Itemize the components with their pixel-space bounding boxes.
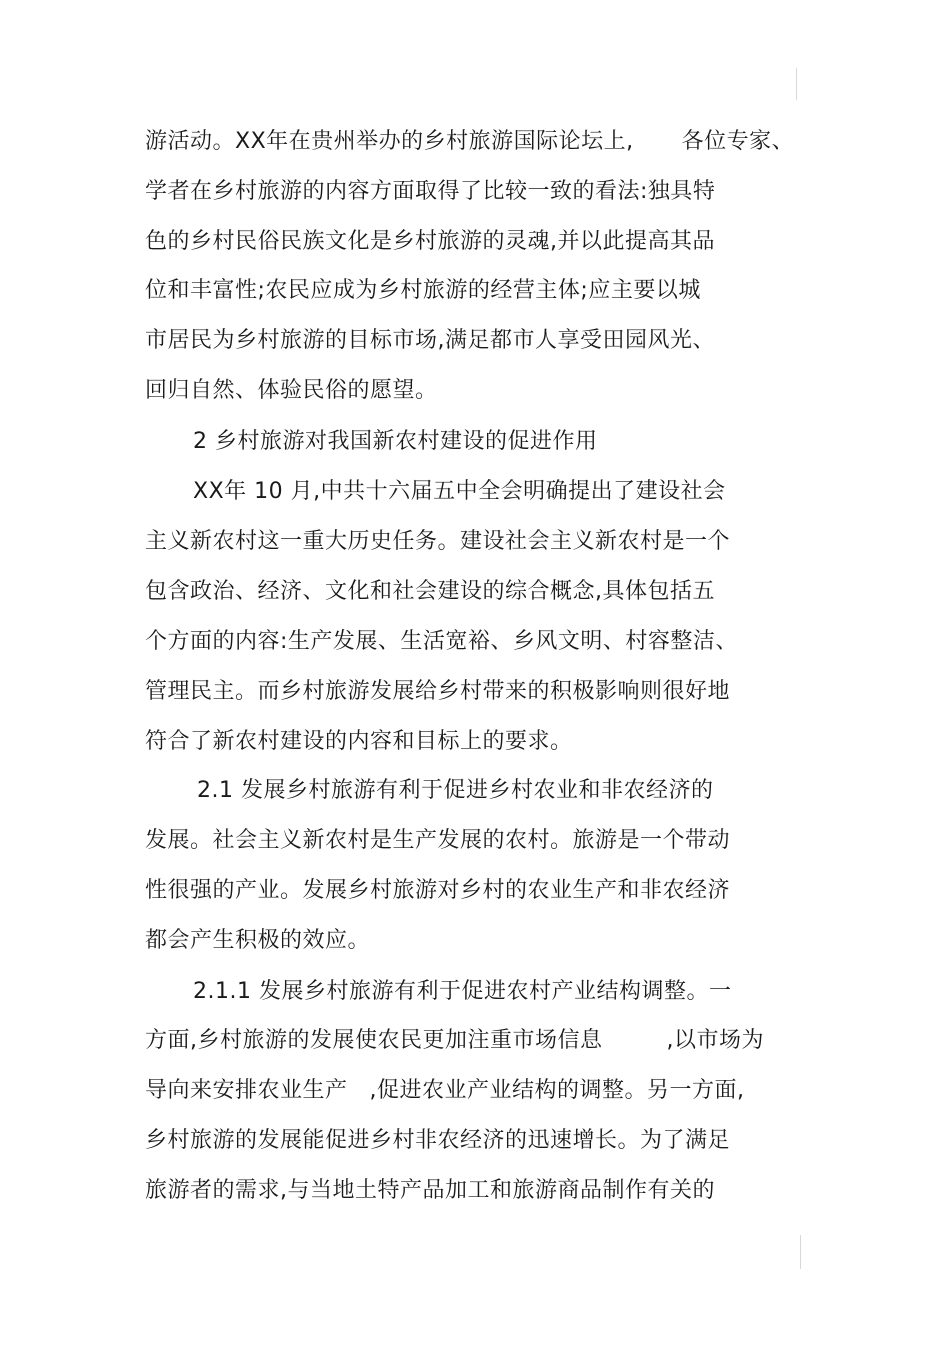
paragraph-line: 管理民主。而乡村旅游发展给乡村带来的积极影响则很好地 [145,679,731,704]
paragraph-line: 发展。社会主义新农村是生产发展的农村。旅游是一个带动 [145,828,731,853]
subsection-heading-line: 2.1 发展乡村旅游有利于促进乡村农业和非农经济的 [197,778,714,803]
text-segment: 方面,乡村旅游的发展使农民更加注重市场信息 [145,1028,603,1053]
paragraph-line: 性很强的产业。发展乡村旅游对乡村的农业生产和非农经济 [145,878,731,903]
section-heading: 2 乡村旅游对我国新农村建设的促进作用 [193,429,598,454]
paragraph-line: 符合了新农村建设的内容和目标上的要求。 [145,729,573,754]
paragraph-line: 乡村旅游的发展能促进乡村非农经济的迅速增长。为了满足 [145,1128,731,1153]
text-segment: 游活动。XX年在贵州举办的乡村旅游国际论坛上, [145,129,634,154]
text-segment: 各位专家、 [681,129,795,154]
paragraph-line: 学者在乡村旅游的内容方面取得了比较一致的看法:独具特 [145,179,716,204]
paragraph-line [145,128,794,156]
paragraph-line: 旅游者的需求,与当地土特产品加工和旅游商品制作有关的 [145,1178,715,1203]
paragraph-line: 市居民为乡村旅游的目标市场,满足都市人享受田园风光、 [145,328,715,353]
paragraph-line: 都会产生积极的效应。 [145,928,371,953]
text-segment: ,以市场为 [666,1028,764,1053]
paragraph-line: 回归自然、体验民俗的愿望。 [145,378,438,403]
text-segment: 导向来安排农业生产 [145,1078,348,1103]
paragraph-line [145,1077,745,1105]
paragraph-line: 位和丰富性;农民应成为乡村旅游的经营主体;应主要以城 [145,278,701,303]
paragraph-line: 包含政治、经济、文化和社会建设的综合概念,具体包括五 [145,579,715,604]
paragraph-line: 主义新农村这一重大历史任务。建设社会主义新农村是一个 [145,529,731,554]
page-edge-mark-bottom [800,1235,801,1269]
paragraph-line: 个方面的内容:生产发展、生活宽裕、乡风文明、村容整洁、 [145,629,738,654]
text-segment: ,促进农业产业结构的调整。另一方面, [369,1078,745,1103]
page-edge-mark-top [796,68,797,100]
paragraph-line [145,1027,764,1055]
subsection-heading-line: 2.1.1 发展乡村旅游有利于促进农村产业结构调整。一 [193,979,732,1004]
paragraph-line: 色的乡村民俗民族文化是乡村旅游的灵魂,并以此提高其品 [145,229,715,254]
paragraph-line: XX年 10 月,中共十六届五中全会明确提出了建设社会 [193,479,726,504]
